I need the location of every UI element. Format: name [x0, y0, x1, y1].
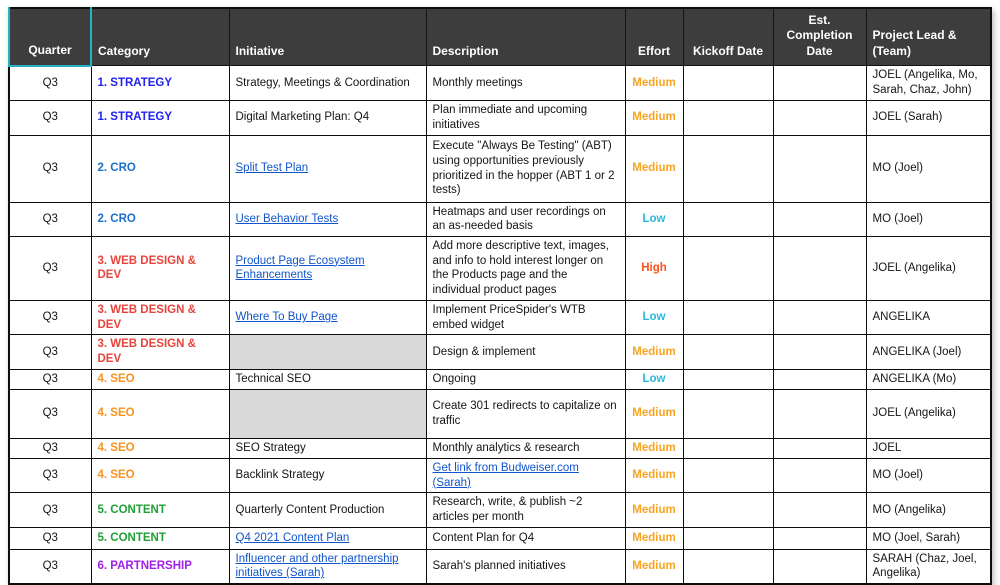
cell-kickoff-date: [683, 493, 773, 527]
cell-category: [91, 101, 229, 135]
cell-initiative: Digital Marketing Plan: Q4: [229, 101, 426, 135]
cell-category: [91, 369, 229, 389]
cell-quarter: Q3: [9, 549, 91, 584]
column-header-category: Category: [91, 8, 229, 66]
effort-badge: Medium: [632, 531, 676, 544]
description-link[interactable]: Get link from Budweiser.com (Sarah): [432, 461, 579, 489]
cell-description: Research, write, & publish ~2 articles per month: [426, 493, 625, 527]
cell-initiative: Strategy, Meetings & Coordination: [229, 66, 426, 101]
cell-category: [91, 458, 229, 492]
cell-quarter: Q3: [9, 300, 91, 334]
cell-quarter: Q3: [9, 135, 91, 202]
table-row: [9, 236, 991, 300]
cell-description: Execute "Always Be Testing" (ABT) using opportunities previously prioritized in the hopper (ABT 1 or 2 tests): [426, 135, 625, 202]
cell-est-completion-date: [773, 389, 866, 438]
initiative-link[interactable]: Where To Buy Page: [235, 311, 338, 324]
cell-kickoff-date: [683, 369, 773, 389]
cell-quarter: Q3: [9, 458, 91, 492]
category-label: 2. CRO: [97, 212, 136, 225]
cell-project-lead: MO (Joel, Sarah): [866, 527, 991, 549]
effort-badge: Low: [642, 212, 666, 225]
effort-badge: Medium: [632, 76, 676, 89]
cell-est-completion-date: [773, 236, 866, 300]
table-row: [9, 66, 991, 101]
column-header-effort: Effort: [625, 8, 683, 66]
cell-kickoff-date: [683, 300, 773, 334]
cell-project-lead: JOEL (Angelika): [866, 389, 991, 438]
cell-quarter: Q3: [9, 369, 91, 389]
cell-category: [91, 202, 229, 236]
effort-badge: Medium: [632, 111, 676, 124]
marketing-plan-table: [8, 7, 992, 585]
cell-category: [91, 335, 229, 369]
cell-project-lead: SARAH (Chaz, Joel, Angelika): [866, 549, 991, 584]
cell-est-completion-date: [773, 300, 866, 334]
cell-effort: [625, 66, 683, 101]
category-label: 4. SEO: [97, 407, 135, 420]
cell-category: [91, 438, 229, 458]
effort-badge: High: [641, 262, 667, 275]
cell-kickoff-date: [683, 66, 773, 101]
column-header-quarter: Quarter: [9, 8, 91, 66]
cell-kickoff-date: [683, 389, 773, 438]
cell-project-lead: MO (Joel): [866, 458, 991, 492]
cell-quarter: Q3: [9, 389, 91, 438]
cell-project-lead: JOEL (Angelika, Mo, Sarah, Chaz, John): [866, 66, 991, 101]
cell-initiative: [229, 236, 426, 300]
cell-category: [91, 236, 229, 300]
cell-est-completion-date: [773, 458, 866, 492]
initiative-link[interactable]: Q4 2021 Content Plan: [235, 531, 350, 544]
cell-effort: [625, 236, 683, 300]
cell-description: Plan immediate and upcoming initiatives: [426, 101, 625, 135]
cell-kickoff-date: [683, 438, 773, 458]
cell-quarter: Q3: [9, 236, 91, 300]
table-row: [9, 527, 991, 549]
cell-project-lead: MO (Joel): [866, 202, 991, 236]
cell-initiative: [229, 135, 426, 202]
table-row: [9, 493, 991, 527]
category-label: 5. CONTENT: [97, 503, 166, 516]
effort-badge: Low: [642, 311, 666, 324]
table-row: [9, 335, 991, 369]
cell-description: Content Plan for Q4: [426, 527, 625, 549]
cell-project-lead: ANGELIKA (Joel): [866, 335, 991, 369]
cell-category: [91, 135, 229, 202]
cell-kickoff-date: [683, 202, 773, 236]
cell-description: Ongoing: [426, 369, 625, 389]
cell-category: [91, 549, 229, 584]
cell-kickoff-date: [683, 135, 773, 202]
column-header-description: Description: [426, 8, 625, 66]
cell-description: Add more descriptive text, images, and info to hold interest longer on the Products page and the individual product pages: [426, 236, 625, 300]
table-row: [9, 202, 991, 236]
category-label: 4. SEO: [97, 441, 135, 454]
cell-effort: [625, 458, 683, 492]
cell-category: [91, 527, 229, 549]
cell-est-completion-date: [773, 202, 866, 236]
initiative-link[interactable]: Product Page Ecosystem Enhancements: [235, 254, 365, 282]
cell-initiative: [229, 549, 426, 584]
cell-description: Implement PriceSpider's WTB embed widget: [426, 300, 625, 334]
table-row: [9, 389, 991, 438]
effort-badge: Medium: [632, 407, 676, 420]
cell-effort: [625, 389, 683, 438]
cell-initiative: [229, 527, 426, 549]
table-row: [9, 135, 991, 202]
cell-quarter: Q3: [9, 202, 91, 236]
cell-effort: [625, 101, 683, 135]
cell-est-completion-date: [773, 549, 866, 584]
category-label: 4. SEO: [97, 372, 135, 385]
cell-initiative: Technical SEO: [229, 369, 426, 389]
marketing-plan-sheet: [8, 7, 990, 585]
cell-category: [91, 389, 229, 438]
initiative-link[interactable]: Split Test Plan: [235, 162, 309, 175]
table-row: [9, 458, 991, 492]
category-label: 2. CRO: [97, 162, 136, 175]
header-row: [9, 8, 991, 66]
cell-kickoff-date: [683, 101, 773, 135]
column-header-est_completion: Est. Completion Date: [773, 8, 866, 66]
cell-project-lead: MO (Joel): [866, 135, 991, 202]
cell-description: Monthly analytics & research: [426, 438, 625, 458]
cell-quarter: Q3: [9, 493, 91, 527]
initiative-link[interactable]: User Behavior Tests: [235, 212, 339, 225]
cell-project-lead: ANGELIKA (Mo): [866, 369, 991, 389]
cell-est-completion-date: [773, 66, 866, 101]
cell-initiative: SEO Strategy: [229, 438, 426, 458]
cell-effort: [625, 493, 683, 527]
cell-est-completion-date: [773, 335, 866, 369]
cell-description: Design & implement: [426, 335, 625, 369]
category-label: 3. WEB DESIGN & DEV: [97, 254, 196, 282]
cell-effort: [625, 300, 683, 334]
cell-description: [426, 458, 625, 492]
cell-description: Create 301 redirects to capitalize on traffic: [426, 389, 625, 438]
cell-initiative: [229, 202, 426, 236]
cell-description: Monthly meetings: [426, 66, 625, 101]
cell-effort: [625, 135, 683, 202]
cell-category: [91, 300, 229, 334]
cell-est-completion-date: [773, 493, 866, 527]
cell-quarter: Q3: [9, 335, 91, 369]
cell-initiative: Quarterly Content Production: [229, 493, 426, 527]
cell-kickoff-date: [683, 236, 773, 300]
cell-quarter: Q3: [9, 527, 91, 549]
cell-initiative: [229, 389, 426, 438]
cell-description: Sarah's planned initiatives: [426, 549, 625, 584]
table-row: [9, 549, 991, 584]
category-label: 6. PARTNERSHIP: [97, 560, 192, 573]
cell-kickoff-date: [683, 335, 773, 369]
category-label: 1. STRATEGY: [97, 76, 173, 89]
column-header-lead: Project Lead & (Team): [866, 8, 991, 66]
table-row: [9, 438, 991, 458]
effort-badge: Medium: [632, 162, 676, 175]
cell-est-completion-date: [773, 135, 866, 202]
cell-effort: [625, 369, 683, 389]
cell-est-completion-date: [773, 369, 866, 389]
effort-badge: Medium: [632, 503, 676, 516]
cell-effort: [625, 549, 683, 584]
column-header-kickoff: Kickoff Date: [683, 8, 773, 66]
cell-initiative: Backlink Strategy: [229, 458, 426, 492]
cell-kickoff-date: [683, 458, 773, 492]
cell-project-lead: JOEL: [866, 438, 991, 458]
category-label: 1. STRATEGY: [97, 111, 173, 124]
effort-badge: Low: [642, 372, 666, 385]
cell-category: [91, 66, 229, 101]
cell-quarter: Q3: [9, 66, 91, 101]
category-label: 3. WEB DESIGN & DEV: [97, 303, 196, 331]
cell-initiative: [229, 300, 426, 334]
category-label: 5. CONTENT: [97, 531, 166, 544]
category-label: 4. SEO: [97, 469, 135, 482]
cell-est-completion-date: [773, 527, 866, 549]
cell-effort: [625, 438, 683, 458]
cell-est-completion-date: [773, 438, 866, 458]
category-label: 3. WEB DESIGN & DEV: [97, 338, 196, 366]
cell-project-lead: JOEL (Angelika): [866, 236, 991, 300]
effort-badge: Medium: [632, 345, 676, 358]
table-row: [9, 369, 991, 389]
effort-badge: Medium: [632, 469, 676, 482]
cell-description: Heatmaps and user recordings on an as-needed basis: [426, 202, 625, 236]
cell-effort: [625, 335, 683, 369]
cell-initiative: [229, 335, 426, 369]
column-header-initiative: Initiative: [229, 8, 426, 66]
cell-project-lead: MO (Angelika): [866, 493, 991, 527]
effort-badge: Medium: [632, 441, 676, 454]
cell-kickoff-date: [683, 527, 773, 549]
cell-est-completion-date: [773, 101, 866, 135]
cell-effort: [625, 527, 683, 549]
cell-quarter: Q3: [9, 438, 91, 458]
cell-effort: [625, 202, 683, 236]
cell-kickoff-date: [683, 549, 773, 584]
table-row: [9, 300, 991, 334]
initiative-link[interactable]: Influencer and other partnership initiatives (Sarah): [235, 552, 399, 580]
cell-quarter: Q3: [9, 101, 91, 135]
effort-badge: Medium: [632, 560, 676, 573]
cell-category: [91, 493, 229, 527]
cell-project-lead: JOEL (Sarah): [866, 101, 991, 135]
cell-project-lead: ANGELIKA: [866, 300, 991, 334]
table-row: [9, 101, 991, 135]
